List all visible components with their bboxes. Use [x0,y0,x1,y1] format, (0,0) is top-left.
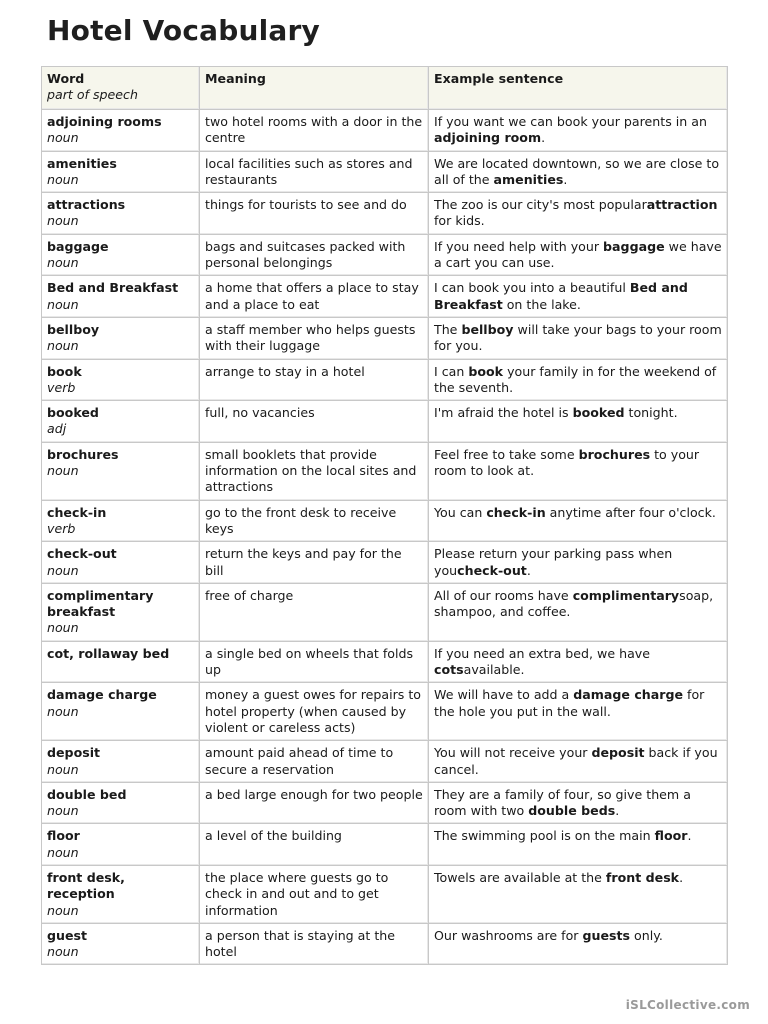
table-row [42,276,728,318]
table-row [42,865,728,923]
header-example-label: Example sentence [434,71,564,86]
example-cell [429,276,728,318]
vocab-word: floor [47,828,80,844]
vocab-word: complimentary breakfast [47,587,154,620]
word-cell [42,276,200,318]
table-row [42,923,728,965]
example-highlight: deposit [591,745,645,761]
example-cell [429,442,728,500]
example-cell [429,865,728,923]
example-text: . [687,828,692,844]
example-highlight: check-in [486,504,546,520]
example-text: I can book you into a beautiful [434,280,630,296]
table-header-row [42,67,728,110]
part-of-speech: noun [47,844,79,860]
part-of-speech: noun [47,296,79,312]
part-of-speech: noun [47,703,79,719]
example-text: Feel free to take some [434,446,579,462]
vocab-word: guest [47,927,88,943]
example-text: I'm afraid the hotel is [434,405,573,421]
example-highlight: attraction [646,197,718,213]
table-row [42,110,728,152]
example-text: The swimming pool is on the main [434,828,655,844]
example-text: Please return your parking pass when you [434,546,673,578]
meaning-cell: local facilities such as stores and restaurants [200,151,429,193]
meaning-cell: things for tourists to see and do [200,193,429,235]
example-highlight: check-out [457,562,527,578]
example-text: we have a cart you can use. [434,238,722,271]
example-highlight: baggage [603,238,665,254]
example-text: tonight. [624,405,678,421]
vocab-word: adjoining rooms [47,114,162,129]
example-cell [429,500,728,542]
table-row [42,741,728,783]
example-highlight: double beds [528,803,616,819]
part-of-speech: noun [47,463,79,479]
table-row [42,683,728,741]
example-text: If you need an extra bed, we have [434,645,650,661]
example-cell [429,151,728,193]
example-highlight: cots [434,662,464,678]
header-meaning [200,67,429,110]
example-highlight: bellboy [461,321,514,337]
table-row [42,401,728,443]
example-text: The [434,321,462,337]
meaning-cell: small booklets that provide information on the local sites and attractions [200,442,429,500]
word-cell [42,583,200,641]
word-cell [42,641,200,683]
example-text: to your room to look at. [434,446,700,479]
page-title: Hotel Vocabulary [47,14,320,47]
example-highlight: guests [582,927,631,943]
example-cell [429,542,728,584]
meaning-cell: go to the front desk to receive keys [200,500,429,542]
example-cell [429,782,728,824]
example-text: . [526,562,531,578]
word-cell [42,500,200,542]
word-cell [42,865,200,923]
example-text: for kids. [434,213,485,229]
vocab-word: amenities [47,155,117,171]
vocab-word: baggage [47,238,109,254]
example-highlight: damage charge [573,687,684,703]
table-row [42,583,728,641]
part-of-speech: noun [47,213,79,229]
meaning-cell: a bed large enough for two people [200,782,429,824]
example-text: will take your bags to your room for you. [434,321,722,354]
vocab-word: cot, rollaway bed [47,645,170,661]
vocab-word: check-in [47,504,107,520]
vocab-word: front desk, reception [47,869,125,902]
part-of-speech: noun [47,761,79,777]
example-text: . [541,130,546,146]
vocab-word: brochures [47,446,119,462]
example-text: We are located downtown, so we are close to all of the [434,155,720,187]
vocab-word: attractions [47,197,126,213]
vocab-word: book [47,363,82,379]
example-text: for the hole you put in the wall. [434,687,705,719]
example-highlight: booked [572,405,625,421]
example-text: Our washrooms are for [434,927,583,943]
example-text: You can [434,504,487,520]
meaning-cell: a single bed on wheels that folds up [200,641,429,683]
word-cell [42,542,200,584]
part-of-speech: noun [47,130,79,146]
table-row [42,641,728,683]
example-cell [429,683,728,741]
table-row [42,151,728,193]
vocab-word: damage charge [47,687,157,703]
example-text: on the lake. [502,296,581,312]
word-cell [42,193,200,235]
table-row [42,500,728,542]
part-of-speech: noun [47,944,79,960]
example-text: anytime after four o'clock. [545,504,716,520]
part-of-speech: noun [47,171,79,187]
example-text: available. [463,662,525,678]
word-cell [42,359,200,401]
meaning-cell: amount paid ahead of time to secure a reservation [200,741,429,783]
table-row [42,193,728,235]
vocab-word: check-out [47,546,117,562]
word-cell [42,923,200,965]
vocab-word: booked [47,405,99,421]
part-of-speech: noun [47,338,79,354]
example-text: . [563,171,568,187]
example-cell [429,401,728,443]
meaning-cell: return the keys and pay for the bill [200,542,429,584]
header-word [42,67,200,110]
example-text: back if you cancel. [434,745,718,777]
word-cell [42,741,200,783]
example-text: You will not receive your [434,745,592,761]
part-of-speech: verb [47,520,76,536]
part-of-speech: noun [47,620,79,636]
example-text: They are a family of four, so give them a room with two [434,786,691,819]
example-cell [429,741,728,783]
word-cell [42,782,200,824]
header-word-label: Word [47,71,85,86]
header-part-of-speech-label: part of speech [47,87,138,103]
word-cell [42,151,200,193]
example-highlight: brochures [578,446,651,462]
word-cell [42,401,200,443]
table-row [42,359,728,401]
word-cell [42,234,200,276]
part-of-speech: verb [47,379,76,395]
meaning-cell: bags and suitcases packed with personal belongings [200,234,429,276]
meaning-cell: full, no vacancies [200,401,429,443]
example-cell [429,824,728,866]
example-cell [429,583,728,641]
example-text: Towels are available at the [434,869,606,885]
header-example [429,67,728,110]
meaning-cell: a person that is staying at the hotel [200,923,429,965]
example-highlight: complimentary [572,587,680,603]
example-text: only. [630,927,663,943]
part-of-speech: noun [47,803,79,819]
vocab-word: bellboy [47,321,100,337]
example-text: . [615,803,620,819]
meaning-cell: free of charge [200,583,429,641]
example-text: If you need help with your [434,238,604,254]
example-cell [429,234,728,276]
vocab-word: double bed [47,786,127,802]
example-cell [429,193,728,235]
header-meaning-label: Meaning [205,71,266,86]
example-cell [429,923,728,965]
meaning-cell: the place where guests go to check in and out and to get information [200,865,429,923]
meaning-cell: money a guest owes for repairs to hotel property (when caused by violent or careless acts) [200,683,429,741]
table-row [42,317,728,359]
example-text: I can [434,363,469,379]
meaning-cell: a level of the building [200,824,429,866]
example-text: We will have to add a [434,687,574,703]
part-of-speech: adj [47,421,67,437]
table-row [42,234,728,276]
part-of-speech: noun [47,562,79,578]
table-row [42,824,728,866]
example-highlight: Bed and Breakfast [434,280,688,312]
example-highlight: adjoining room [434,130,542,146]
part-of-speech: noun [47,902,79,918]
vocab-word: deposit [47,745,101,761]
table-body [42,110,728,965]
word-cell [42,442,200,500]
table-row [42,542,728,584]
word-cell [42,824,200,866]
part-of-speech: noun [47,255,79,271]
example-highlight: front desk [605,869,680,885]
vocabulary-table [41,66,728,965]
example-text: All of our rooms have [434,587,573,603]
example-cell [429,359,728,401]
example-cell [429,641,728,683]
meaning-cell: arrange to stay in a hotel [200,359,429,401]
example-cell [429,317,728,359]
example-text: If you want we can book your parents in an [434,114,707,129]
example-highlight: floor [654,828,688,844]
word-cell [42,110,200,152]
example-text: The zoo is our city's most popular [434,197,647,213]
vocab-word: Bed and Breakfast [47,280,179,296]
example-text: . [679,869,684,885]
word-cell [42,317,200,359]
example-highlight: amenities [493,171,564,187]
meaning-cell: two hotel rooms with a door in the centre [200,110,429,152]
meaning-cell: a staff member who helps guests with their luggage [200,317,429,359]
table-row [42,442,728,500]
meaning-cell: a home that offers a place to stay and a place to eat [200,276,429,318]
example-cell [429,110,728,152]
word-cell [42,683,200,741]
example-text: your family in for the weekend of the seventh. [434,363,717,395]
table-row [42,782,728,824]
watermark: iSLCollective.com [625,998,750,1012]
example-text: soap, shampoo, and coffee. [434,587,714,620]
example-highlight: book [468,363,504,379]
